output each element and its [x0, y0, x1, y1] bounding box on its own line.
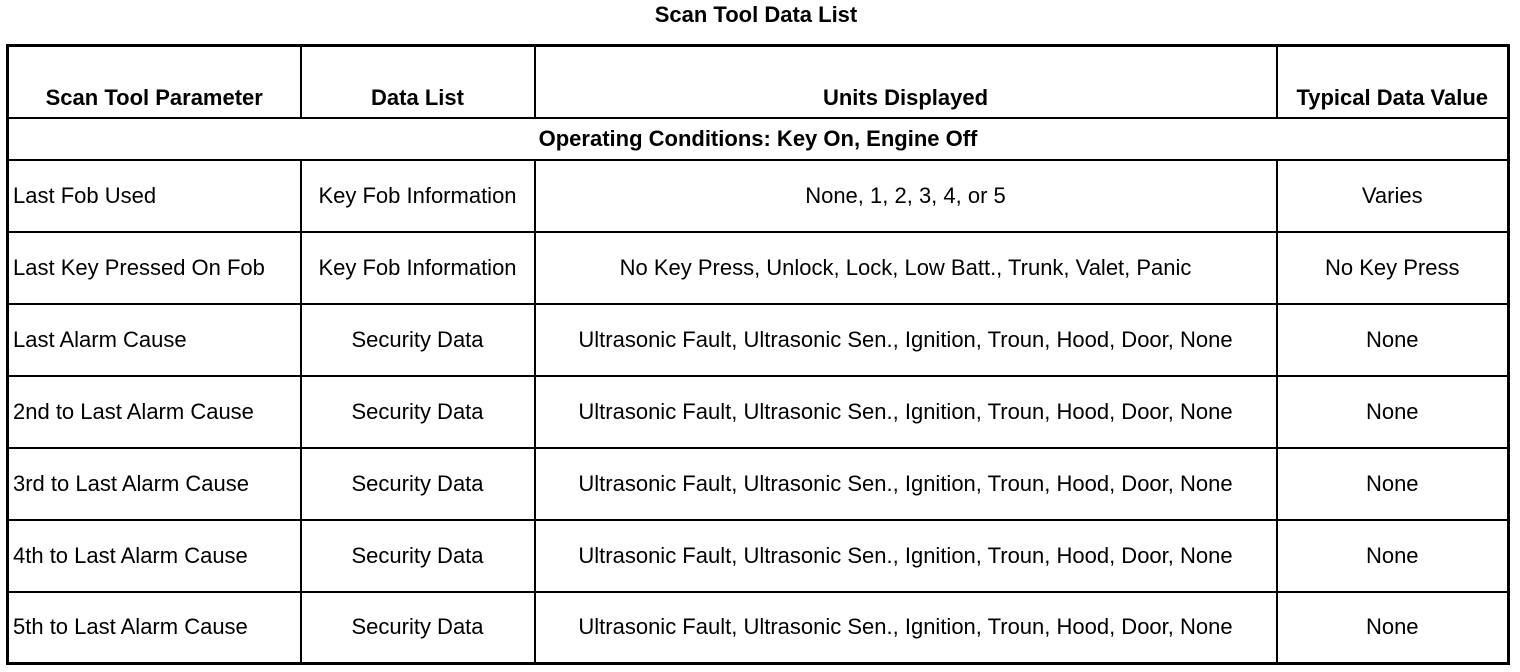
cell-units: None, 1, 2, 3, 4, or 5 [535, 160, 1277, 232]
table-row [8, 376, 1509, 448]
cell-units: Ultrasonic Fault, Ultrasonic Sen., Ignition, Troun, Hood, Door, None [535, 592, 1277, 664]
cell-typical-value: None [1277, 448, 1509, 520]
table-row [8, 520, 1509, 592]
cell-typical-value: None [1277, 592, 1509, 664]
cell-units: No Key Press, Unlock, Lock, Low Batt., Trunk, Valet, Panic [535, 232, 1277, 304]
cell-units: Ultrasonic Fault, Ultrasonic Sen., Ignition, Troun, Hood, Door, None [535, 448, 1277, 520]
cell-data-list: Security Data [301, 520, 535, 592]
header-typical-value: Typical Data Value [1277, 46, 1509, 118]
cell-parameter: 5th to Last Alarm Cause [8, 592, 301, 664]
table-row [8, 232, 1509, 304]
cell-parameter: 3rd to Last Alarm Cause [8, 448, 301, 520]
section-row [8, 118, 1509, 160]
header-units: Units Displayed [535, 46, 1277, 118]
cell-data-list: Security Data [301, 448, 535, 520]
cell-typical-value: None [1277, 376, 1509, 448]
cell-data-list: Security Data [301, 376, 535, 448]
cell-units: Ultrasonic Fault, Ultrasonic Sen., Ignition, Troun, Hood, Door, None [535, 520, 1277, 592]
cell-units: Ultrasonic Fault, Ultrasonic Sen., Ignition, Troun, Hood, Door, None [535, 304, 1277, 376]
cell-data-list: Key Fob Information [301, 160, 535, 232]
cell-typical-value: None [1277, 304, 1509, 376]
header-parameter: Scan Tool Parameter [8, 46, 301, 118]
cell-parameter: 4th to Last Alarm Cause [8, 520, 301, 592]
header-data-list: Data List [301, 46, 535, 118]
scan-tool-data-table [6, 44, 1510, 665]
section-label: Operating Conditions: Key On, Engine Off [8, 118, 1509, 160]
table-row [8, 304, 1509, 376]
cell-typical-value: None [1277, 520, 1509, 592]
cell-units: Ultrasonic Fault, Ultrasonic Sen., Ignition, Troun, Hood, Door, None [535, 376, 1277, 448]
table-row [8, 592, 1509, 664]
table-row [8, 448, 1509, 520]
cell-data-list: Security Data [301, 304, 535, 376]
cell-parameter: Last Key Pressed On Fob [8, 232, 301, 304]
cell-typical-value: Varies [1277, 160, 1509, 232]
cell-parameter: Last Alarm Cause [8, 304, 301, 376]
cell-typical-value: No Key Press [1277, 232, 1509, 304]
table-row [8, 160, 1509, 232]
header-row [8, 46, 1509, 118]
cell-parameter: 2nd to Last Alarm Cause [8, 376, 301, 448]
cell-data-list: Security Data [301, 592, 535, 664]
cell-data-list: Key Fob Information [301, 232, 535, 304]
page-title: Scan Tool Data List [654, 2, 858, 27]
cell-parameter: Last Fob Used [8, 160, 301, 232]
